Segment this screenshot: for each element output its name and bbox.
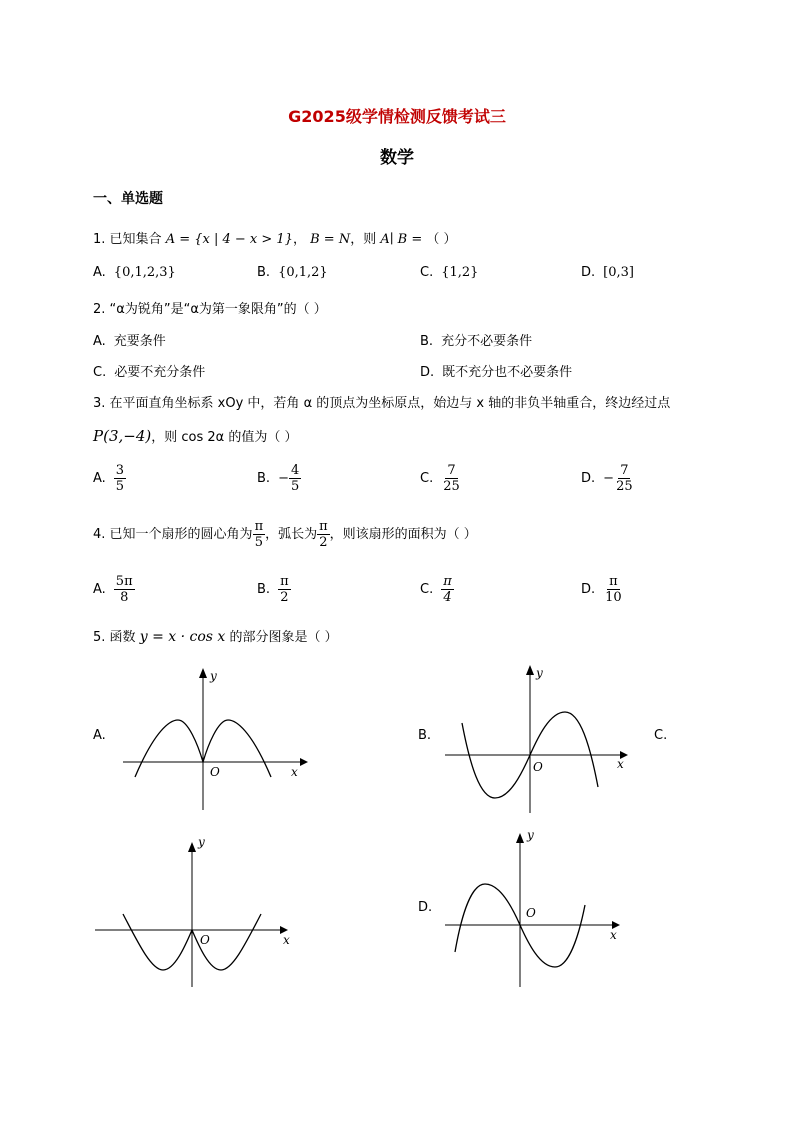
section-heading: 一、单选题 [93, 191, 163, 207]
question-number: 4. [93, 527, 106, 542]
option-label: B. [257, 265, 271, 280]
option-text: 既不充分也不必要条件 [442, 365, 573, 380]
question-text: “α为锐角”是“α为第一象限角”的（ ） [109, 302, 327, 317]
option-fraction [114, 463, 126, 494]
option-b[interactable] [257, 463, 301, 494]
option-label: A. [93, 265, 106, 280]
fraction-denominator: 5 [290, 479, 300, 494]
y-axis-arrow [199, 668, 207, 678]
fraction-numerator: 5π [115, 574, 133, 589]
option-text: {0,1,2,3} [113, 265, 176, 280]
graph-option-b-label[interactable]: B. [418, 728, 432, 743]
x-label: x [610, 928, 617, 942]
fraction-numerator: 3 [115, 463, 125, 478]
arc-fraction [317, 519, 330, 550]
set-a: A = {x | 4 − x > 1} [165, 232, 293, 247]
origin-label: O [526, 906, 536, 920]
option-text: 充要条件 [113, 334, 166, 349]
set-b: B = N [310, 232, 351, 247]
question-5 [93, 626, 338, 645]
question-text: 已知一个扇形的圆心角为 [109, 527, 253, 542]
fraction-denominator: 4 [443, 590, 452, 605]
option-fraction [614, 463, 635, 494]
fraction-denominator: 5 [115, 479, 125, 494]
point-p: P(3,−4) [93, 427, 152, 445]
graph-c[interactable] [90, 832, 295, 992]
y-axis-arrow [188, 842, 196, 852]
option-label: C. [420, 582, 434, 597]
fraction-numerator: π [254, 519, 264, 534]
option-a[interactable] [93, 574, 135, 605]
y-axis-arrow [516, 833, 524, 843]
option-text: 充分不必要条件 [441, 334, 533, 349]
option-fraction [441, 463, 462, 494]
punct: ， [292, 232, 306, 247]
x-label: x [617, 757, 624, 771]
question-number: 3. [93, 396, 106, 411]
y-label: y [527, 828, 534, 842]
option-d[interactable] [420, 361, 572, 380]
option-a[interactable] [93, 265, 176, 280]
exam-title: G2025级学情检测反馈考试三 [288, 107, 506, 126]
option-fraction [289, 463, 301, 494]
option-b[interactable] [257, 574, 291, 605]
answer-paren: （ ） [426, 232, 457, 247]
fraction-denominator: 10 [605, 590, 622, 605]
option-label: D. [420, 365, 435, 380]
fraction-numerator: 4 [290, 463, 300, 478]
option-label: A. [93, 471, 106, 486]
y-axis-arrow [526, 665, 534, 675]
y-label: y [210, 669, 217, 683]
question-number: 2. [93, 302, 106, 317]
option-text: {1,2} [441, 265, 479, 280]
option-text: [0,3] [603, 265, 634, 280]
question-text: ，则该扇形的面积为（ ） [329, 527, 477, 542]
graph-a[interactable] [115, 660, 310, 812]
option-label: B. [420, 334, 434, 349]
option-text: {0,1,2} [278, 265, 328, 280]
fraction-denominator: 2 [319, 535, 328, 550]
fraction-numerator: 7 [620, 463, 629, 478]
fraction-denominator: 8 [120, 590, 129, 605]
graph-d[interactable] [440, 827, 635, 989]
option-sign: − [603, 471, 615, 486]
option-a[interactable] [93, 463, 126, 494]
option-label: D. [581, 582, 596, 597]
question-text: ，则 [350, 232, 377, 247]
origin-label: O [200, 933, 210, 947]
graph-option-a-label[interactable]: A. [93, 728, 106, 743]
option-label: D. [581, 265, 596, 280]
question-text: ，则 cos 2α 的值为（ ） [151, 430, 298, 445]
option-label: C. [93, 365, 107, 380]
option-sign: − [278, 471, 289, 486]
question-number: 1. [93, 232, 106, 247]
question-text: 在平面直角坐标系 xOy 中，若角 α 的顶点为坐标原点，始边与 x 轴的非负半轴重合，终边经过点 [109, 396, 671, 411]
fraction-numerator: 7 [447, 463, 456, 478]
option-fraction [114, 574, 135, 605]
question-3-line-2 [93, 426, 297, 445]
x-axis-arrow [300, 758, 308, 766]
option-b[interactable] [420, 330, 532, 349]
expression: A∣ B = [380, 232, 423, 247]
graph-option-c-label[interactable]: C. [654, 728, 668, 743]
fraction-denominator: 5 [254, 535, 263, 550]
graph-b[interactable] [440, 655, 635, 815]
origin-label: O [210, 765, 220, 779]
option-d[interactable] [581, 463, 635, 494]
option-label: C. [420, 265, 434, 280]
option-label: C. [420, 471, 434, 486]
option-c[interactable] [420, 265, 478, 280]
option-text: 必要不充分条件 [114, 365, 206, 380]
option-label: D. [581, 471, 596, 486]
question-number: 5. [93, 630, 106, 645]
graph-option-d-label[interactable]: D. [418, 900, 433, 915]
question-3 [93, 392, 670, 411]
angle-fraction [253, 519, 266, 550]
fraction-numerator: π [609, 574, 618, 589]
origin-label: O [533, 760, 543, 774]
fraction-denominator: 25 [443, 479, 460, 494]
option-b[interactable] [257, 265, 328, 280]
question-2 [93, 298, 327, 317]
question-4 [93, 519, 477, 550]
fraction-numerator: π [280, 574, 289, 589]
subject-title: 数学 [380, 148, 414, 168]
question-1 [93, 228, 457, 247]
fraction-denominator: 25 [616, 479, 633, 494]
option-fraction [441, 574, 454, 605]
y-label: y [536, 666, 543, 680]
question-text: ，弧长为 [265, 527, 318, 542]
fraction-numerator: π [443, 574, 452, 589]
option-label: A. [93, 582, 106, 597]
option-d[interactable] [581, 265, 634, 280]
option-fraction [278, 574, 291, 605]
option-label: B. [257, 582, 271, 597]
x-label: x [291, 765, 298, 779]
question-text: 已知集合 [109, 232, 162, 247]
x-label: x [283, 933, 290, 947]
fraction-numerator: π [319, 519, 328, 534]
option-label: B. [257, 471, 271, 486]
question-text: 的部分图象是（ ） [229, 630, 338, 645]
fraction-denominator: 2 [280, 590, 289, 605]
option-c[interactable] [93, 361, 205, 380]
question-text: 函数 [109, 630, 136, 645]
option-c[interactable] [420, 574, 454, 605]
y-label: y [198, 835, 205, 849]
option-label: A. [93, 334, 106, 349]
option-c[interactable] [420, 463, 462, 494]
option-a[interactable] [93, 330, 166, 349]
function-expression: y = x · cos x [139, 629, 226, 645]
option-fraction [603, 574, 624, 605]
option-d[interactable] [581, 574, 624, 605]
